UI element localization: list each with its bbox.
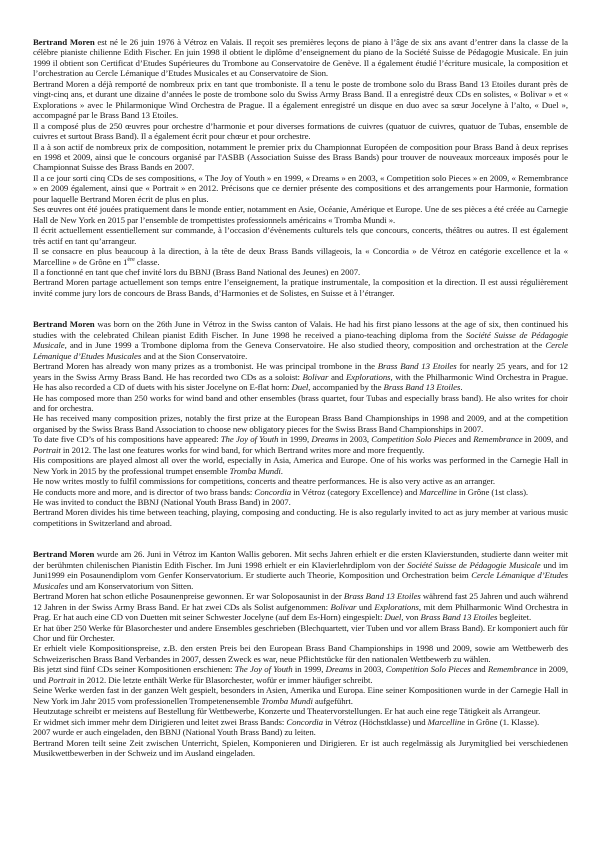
text-run: Concordia — [286, 716, 323, 727]
paragraph — [33, 717, 568, 727]
text-run: Bertrand Moren a déjà remporté de nombreux prix en tant que tromboniste. Il a tenu le poste de trombone solo du Brass Band 13 Etoiles durant près de vingt-cinq ans, et durant une dizaine d’années le poste de trombone solo du Swiss Army Brass Band. Il a enregistré deux CDs en solistes, « Bolivar » et « Explorations » avec le Philarmonique Wind Orchestra de Prague. Il a également enregistré un disque en duo avec sa sœur Jocelyne à l’alto, « Duel », accompagné par le Brass Band 13 Etoiles. — [33, 78, 568, 121]
text-run: Bolivar — [302, 371, 329, 382]
paragraph — [33, 413, 568, 434]
text-run: und im Juni1999 ein Posaunendiplom vom Genfer Konservatorium. Er studierte auch Theorie, Komposition und Orchestration beim — [33, 559, 568, 581]
text-run: classe. — [134, 256, 160, 267]
text-run: wurde am 26. Juni in Vétroz im Kanton Wallis geboren. Mit sechs Jahren erhielt er die ersten Klavierstunden, studierte dann weiter mit der berühmten chilenischen Pianistin Edith Fischer. Im Juni 1998 erhielt er ein Klavierlehrdiplom von der — [33, 549, 568, 570]
text-run: was born on the 26th June in Vétroz in the Swiss canton of Valais. He had his first piano lessons at the age of six, then continued his studies with the celebrated Chilean pianist Edith Fischer. In June 1998 he received a piano-teaching diploma from the — [33, 319, 568, 340]
text-run: begleitet. — [497, 612, 532, 623]
text-run: Er erhielt viele Kompositionspreise, z.B. den ersten Preis bei den European Brass Band Championships in 1998 und 2009, sowie am Wettbewerb des Schweizerischen Brass Band Verbandes in 2007, dessen Zweck es war, neue Pflichtstücke für den nationalen Wettbewerb zu wählen. — [33, 643, 568, 664]
paragraph — [33, 121, 568, 142]
paragraph — [33, 393, 568, 414]
text-run: Brass Band 13 Etoiles — [377, 361, 457, 372]
text-run: Bertrand Moren divides his time between teaching, playing, composing and conducting. He is also regularly invited to act as jury member at various music competitions in Switzerland and abroad. — [33, 507, 568, 528]
text-run: He conducts more and more, and is director of two brass bands: — [33, 486, 255, 497]
text-run: Explorations — [346, 371, 391, 382]
text-run: Competition Solo Pieces — [385, 664, 471, 675]
text-run: Remembrance — [473, 434, 523, 445]
text-run: in 2012. Die letzte enthält Werke für Blasorchester, wofür er immer häufiger schreibt. — [75, 674, 373, 685]
paragraph — [33, 79, 568, 121]
paragraph — [33, 738, 568, 759]
paragraph — [33, 319, 568, 361]
paragraph — [33, 549, 568, 591]
text-run: for nearly 25 years, and for 12 years in the Swiss Army Brass Band. He has recorded two CDs as a soloist: — [33, 361, 568, 382]
text-run: Marcelline — [419, 486, 457, 497]
text-run: He has composed more than 250 works for wind band and other ensembles (brass quartet, four Tubas and especially brass band). He also writes for choir and for orchestra. — [33, 392, 568, 413]
text-run: aufgeführt. — [312, 695, 353, 706]
text-run: Il a à son actif de nombreux prix de composition, notamment le premier prix du Championnat Européen de composition pour Brass Band à deux reprises en 1998 et 2009, ainsi que le concours organisé par l'ASBB (Association Suisse des Brass Bands) pour trouver de nouveaux morceaux imposés pour le Championnat Suisse des Brass Bands en 2007. — [33, 141, 568, 173]
text-run: Concordia — [254, 486, 292, 497]
text-run: Explorations — [374, 601, 419, 612]
text-run: Ses œuvres ont été jouées pratiquement dans le monde entier, notamment en Asie, Océanie, Amérique et Europe. Une de ses pièces a été créée au Carnegie Hall de New York en 2015 par l’ensemble de trompettistes professionnels américains « Tromba Mundi ». — [33, 204, 568, 225]
text-run: Société Suisse de Pédagogie Musicale — [33, 329, 568, 351]
paragraph — [33, 434, 568, 455]
text-run: Dreams — [325, 664, 353, 675]
paragraph — [33, 487, 568, 497]
text-run: während fast 25 Jahren und auch während 12 Jahren in der Swiss Army Brass Band. Er hat zwei CDs als Solist aufgenommen: — [33, 591, 568, 612]
text-run: The Joy of Youth — [220, 434, 279, 445]
text-run: , and in June 1999 a Trombone diploma from the Geneva Conservatoire. He also studied theory, composition and orchestration at the — [64, 340, 546, 351]
paragraph — [33, 727, 568, 737]
bio-section-german — [33, 549, 568, 758]
text-run: The Joy of Youth — [234, 664, 293, 675]
text-run: Er hat über 250 Werke für Blasorchester und andere Ensembles geschrieben (Blechquartett, vier Tuben und vor allem Brass Band). Er komponiert auch für Chor und für Orchester. — [33, 622, 568, 644]
text-run: Heutzutage schreibt er meistens auf Bestellung für Wettbewerbe, Konzerte und Theatervorstellungen. Er hat auch eine rege Tätigkeit als Arrangeur. — [33, 706, 541, 717]
paragraph — [33, 225, 568, 246]
text-run: in 2003, — [352, 664, 386, 675]
text-run: Brass Band 13 Etoiles — [383, 382, 461, 393]
text-run: Marcelline — [427, 716, 466, 727]
text-run: Brass Band 13 Etoiles — [420, 612, 498, 623]
text-run: Cercle Lémanique d’Etudes Musicales — [33, 570, 568, 591]
paragraph — [33, 685, 568, 706]
text-run: in Vétroz (category Excellence) and — [291, 486, 420, 497]
paragraph — [33, 455, 568, 476]
paragraph — [33, 623, 568, 644]
paragraph — [33, 664, 568, 685]
paragraph — [33, 591, 568, 622]
text-run: Seine Werke werden fast in der ganzen Welt gespielt, besonders in Asien, Amerika und Europa. Eine seiner Kompositionen wurde in der Carnegie Hall in New York im Jahr 2015 vom professionellen Trompetenensemble — [33, 685, 568, 706]
text-run: 2007 wurde er auch eingeladen, den BBNJ (National Youth Brass Band) zu leiten. — [33, 727, 316, 738]
paragraph — [33, 267, 568, 277]
text-run: Bolivar — [330, 601, 357, 612]
text-run: and — [456, 434, 474, 445]
text-run: Cercle Lémanique d’Etudes Musicales — [33, 340, 568, 361]
text-run: , mit dem Philharmonic Wind Orchestra in Prag. Er hat auch eine CD von Duetten mit seiner Schwester Jocelyne (auf dem Es-Horn) eingespielt: — [33, 601, 568, 623]
paragraph — [33, 277, 568, 298]
text-run: in Vétroz (Höchstklasse) und — [322, 716, 428, 727]
bio-section-french — [33, 37, 568, 298]
text-run: , accompanied by the — [308, 382, 384, 393]
paragraph — [33, 246, 568, 267]
text-run: und — [356, 601, 375, 612]
text-run: Il a composé plus de 250 œuvres pour orchestre d’harmonie et pour diverses formations de cuivres (quatuor de cuivres, quatuor de Tubas, ensemble de cuivres et surtout Brass Band). Il a également écrit pour chœur et pour orchestre. — [33, 120, 568, 142]
paragraph — [33, 173, 568, 204]
text-run: Bertrand Moren — [33, 319, 95, 330]
text-run: in 2009, and — [522, 434, 569, 445]
text-run: Bis jetzt sind fünf CDs seiner Kompositionen erschienen: — [33, 664, 235, 675]
paragraph — [33, 497, 568, 507]
text-run: Il a fonctionné en tant que chef invité lors du BBNJ (Brass Band National des Jeunes) en 2007. — [33, 266, 361, 277]
text-run: in 2003, — [338, 434, 372, 445]
paragraph — [33, 204, 568, 225]
text-run: Duel — [384, 612, 402, 623]
text-run: Remembrance — [487, 664, 538, 675]
text-run: . — [460, 382, 463, 393]
paragraph — [33, 507, 568, 528]
text-run: Bertrand Moren — [33, 37, 95, 47]
text-run: Portrait — [33, 444, 61, 455]
paragraph — [33, 476, 568, 486]
text-run: His compositions are played almost all over the world, especially in Asia, America and Europe. One of his works was performed in the Carnegie Hall in New York in 2015 by the professional trumpet ensemble — [33, 455, 568, 476]
paragraph — [33, 37, 568, 79]
text-run: Société Suisse de Pédagogie Musicale — [407, 559, 541, 570]
text-run: in 2009, und — [33, 664, 568, 685]
text-run: est né le 26 juin 1976 à Vétroz en Valais. Il reçoit ses premières leçons de piano à l’âge de six ans avant d’entrer dans la classe de la célèbre pianiste chilienne Edith Fischer. En juin 1998 il obtient le diplôme d’enseignement du piano de la Société Suisse de Pédagogie Musicale. En juin 1999 il obtient son Certificat d’Etudes Supérieures du Trombone au Conservatoire de Genève. Il a également étudié l’écriture musicale, la composition et l’orchestration au Cercle Lémanique d’Etudes Musicales et au Conservatoire de Sion. — [33, 37, 568, 79]
text-run: in 2012. The last one features works for wind band, for which Bertrand writes more and more frequently. — [60, 444, 425, 455]
text-run: , with the Philharmonic Wind Orchestra in Prague. He has also recorded a CD of duets with his sister Jocelyne on E-flat horn: — [33, 371, 568, 393]
bio-section-english — [33, 319, 568, 528]
text-run: Portrait — [48, 674, 76, 685]
text-run: Il se consacre en plus beaucoup à la direction, à la tête de deux Brass Bands villageois, la « Concordia » de Vétroz en catégorie excellence et la « Marcelline » de Grône en 1 — [33, 246, 568, 267]
text-run: He has received many composition prizes, notably the first prize at the European Brass Band Championships in 1998 and 2009, and at the competition organised by the Swiss Brass Band Association to choose new obligatory pieces for the Swiss Brass Band Championships in 2007. — [33, 413, 568, 434]
text-run: and at the Sion Conservatoire. — [141, 350, 248, 361]
text-run: Competition Solo Pieces — [371, 434, 457, 445]
text-run: Tromba Mundi — [229, 465, 281, 476]
text-run: He now writes mostly to fulfil commissions for competitions, concerts and theatre performances. He is also very active as an arranger. — [33, 476, 495, 487]
text-run: in Grône (1. Klasse). — [465, 716, 540, 727]
text-run: Il écrit actuellement essentiellement sur commande, à l’occasion d’évènements culturels tels que concours, concerts, théâtres ou autres. Il est également très actif en tant qu’arrangeur. — [33, 225, 568, 246]
text-run: Bertrand Moren partage actuellement son temps entre l’enseignement, la pratique instrumentale, la composition et la direction. Il est aussi régulièrement invité comme jury lors de concours de Brass Bands, d’Harmonies et de Solistes, en Suisse et à l’étranger. — [33, 277, 568, 298]
text-run: and — [470, 664, 488, 675]
paragraph — [33, 361, 568, 392]
text-run: in 1999, — [278, 434, 312, 445]
text-run: He was invited to conduct the BBNJ (National Youth Brass Band) in 2007. — [33, 497, 291, 508]
text-run: and — [328, 371, 346, 382]
paragraph — [33, 643, 568, 664]
text-run: Bertrand Moren — [33, 549, 95, 560]
text-run: Dreams — [311, 434, 339, 445]
text-run: Bertrand Moren teilt seine Zeit zwischen Unterricht, Spielen, Komponieren und Dirigieren. Er ist auch regelmässig als Jurymitglied bei verschiedenen Musikwettbewerben in der Schweiz und im Ausland eingeladen. — [33, 737, 568, 758]
text-run: Bertrand Moren hat schon etliche Posaunenpreise gewonnen. Er war Soloposaunist in der — [33, 591, 344, 602]
text-run: Er widmet sich immer mehr dem Dirigieren und leitet zwei Brass Bands: — [33, 716, 287, 727]
paragraph — [33, 142, 568, 173]
text-run: Duel — [291, 382, 309, 393]
text-run: , von — [401, 612, 421, 623]
text-run: Il a ce jour sorti cinq CDs de ses compositions, « The Joy of Youth » en 1999, « Dreams » en 2003, « Competition solo Pieces » en 2009, « Remembrance » en 2009 également, ainsi que « Portrait » en 2012. Précisons que ce dernier présente des compositions et des arrangements pour Harmonie, formation pour laquelle Bertrand Moren écrit de plus en plus. — [33, 172, 568, 204]
text-run: To date five CD’s of his compositions have appeared: — [33, 434, 221, 445]
text-run: in Grône (1st class). — [456, 486, 529, 497]
text-run: und am Konservatorium von Sitten. — [67, 580, 194, 591]
text-run: . — [280, 465, 283, 476]
text-run: Bertrand Moren has already won many prizes as a trombonist. He was principal trombone in the — [33, 361, 378, 372]
text-run: Tromba Mundi — [261, 695, 313, 706]
text-run: Brass Band 13 Etoiles — [343, 591, 421, 602]
text-run: ère — [127, 256, 135, 263]
text-run: in 1999, — [292, 664, 326, 675]
paragraph — [33, 706, 568, 716]
